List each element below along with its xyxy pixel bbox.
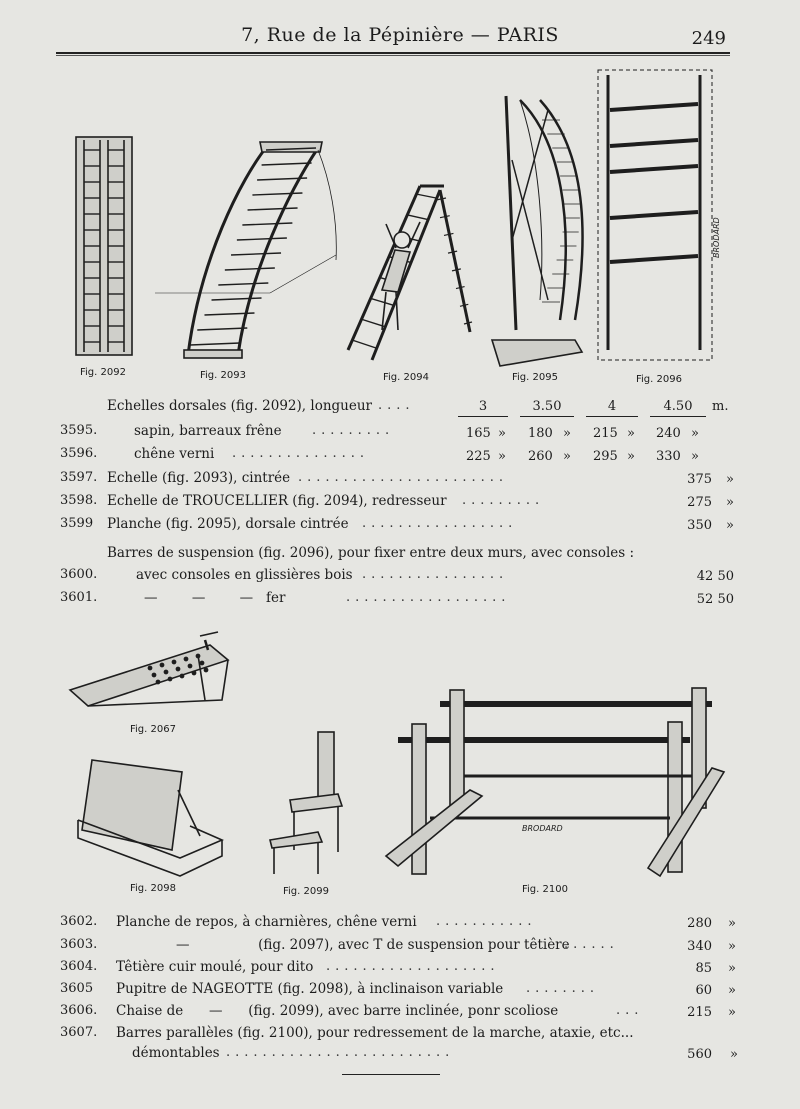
item-label: chêne verni	[134, 446, 215, 462]
guillemet: »	[691, 449, 699, 464]
board-hole	[168, 677, 171, 680]
item-number: 3607.	[60, 1025, 98, 1040]
item-label-continued: démontables	[132, 1045, 220, 1061]
item-number: 3604.	[60, 959, 98, 974]
drawing-stroke	[610, 166, 698, 172]
fig-2095-curved-plank-drawing	[492, 96, 583, 366]
fig-2097-inclined-board-drawing	[70, 632, 228, 706]
drawing-stroke	[190, 343, 240, 345]
price-cell: 240	[656, 426, 681, 441]
guillemet: »	[728, 916, 736, 931]
guillemet: »	[728, 1005, 736, 1020]
fig-2098-reading-desk-drawing	[78, 760, 222, 876]
item-number: 3601.	[60, 590, 98, 605]
board-hole	[148, 666, 151, 669]
fig-2094-step-ladder-drawing	[348, 186, 472, 360]
drawing-stroke	[370, 298, 393, 305]
board-hole	[152, 673, 155, 676]
board-hole	[192, 671, 195, 674]
price-cell: 260	[528, 449, 553, 464]
guillemet: »	[726, 495, 734, 510]
board-hole	[180, 674, 183, 677]
dot-leader: ....	[378, 398, 415, 413]
item-price: 375	[687, 472, 712, 487]
dot-leader: ......	[564, 937, 619, 952]
drawing-stroke	[407, 215, 428, 220]
item-label: avec consoles en glissières bois	[136, 567, 353, 583]
board-hole	[184, 657, 187, 660]
item-price: 85	[695, 961, 712, 976]
item-number: 3595.	[60, 423, 98, 438]
board-hole	[172, 660, 175, 663]
fig-2092-ladder-drawing	[76, 137, 132, 355]
drawing-stroke	[610, 104, 698, 110]
board-hole	[176, 667, 179, 670]
guillemet: »	[627, 449, 635, 464]
item-price: 42 50	[696, 569, 734, 584]
fig-2096-suspension-bars-drawing	[598, 70, 712, 360]
item-label: sapin, barreaux frêne	[134, 423, 282, 439]
item-label: Barres parallèles (fig. 2100), pour redressement de la marche, ataxie, etc...	[116, 1025, 634, 1041]
board-hole	[156, 680, 159, 683]
guillemet: »	[498, 426, 506, 441]
fig-label-2067: Fig. 2067	[130, 724, 176, 735]
guillemet: »	[691, 426, 699, 441]
guillemet: »	[728, 983, 736, 998]
item-number: 3603.	[60, 937, 98, 952]
item-price: 280	[687, 916, 712, 931]
item-number: 3597.	[60, 470, 98, 485]
dot-leader: ........	[526, 981, 600, 996]
item-label: Planche de repos, à charnières, chêne verni	[116, 914, 417, 930]
guillemet: »	[730, 1047, 738, 1062]
dot-leader: ................	[362, 567, 509, 582]
drawing-stroke	[225, 268, 275, 270]
dot-leader: .........	[312, 423, 395, 438]
fig-label-2092: Fig. 2092	[80, 367, 126, 378]
size-underline	[458, 416, 508, 417]
board-hole	[164, 670, 167, 673]
dot-leader: ..................	[346, 590, 511, 605]
size-4: 4	[607, 399, 617, 414]
guillemet: »	[726, 518, 734, 533]
fig-2100-parallel-bars-drawing	[386, 688, 724, 876]
item-number: 3605	[60, 981, 94, 996]
dot-leader: ...............	[232, 446, 369, 461]
drawing-stroke	[231, 253, 281, 255]
brodard-signature-2: BRODARD	[522, 824, 563, 833]
item-label: — — — fer	[144, 590, 286, 606]
fig-2099-chair-drawing	[270, 732, 342, 874]
price-cell: 295	[593, 449, 618, 464]
dot-leader: .........	[462, 493, 545, 508]
page-header-title: 7, Rue de la Pépinière — PARIS	[241, 24, 559, 46]
item-number: 3606.	[60, 1003, 98, 1018]
item-number: 3599	[60, 516, 94, 531]
item-number: 3596.	[60, 446, 98, 461]
item-label: Echelle (fig. 2093), cintrée	[107, 470, 291, 486]
fig-label-2095: Fig. 2095	[512, 372, 558, 383]
drawing-stroke	[610, 256, 698, 262]
fig-label-2096: Fig. 2096	[636, 374, 682, 385]
fig-2093-curved-ladder-drawing	[155, 142, 336, 358]
drawing-stroke	[242, 223, 292, 225]
item-price: 560	[687, 1047, 712, 1062]
guillemet: »	[627, 426, 635, 441]
drawing-stroke	[252, 193, 302, 195]
size-underline	[586, 416, 638, 417]
footer-rule	[342, 1074, 440, 1075]
dot-leader: ...	[616, 1003, 644, 1018]
item-price: 52 50	[696, 592, 734, 607]
size-unit: m.	[712, 399, 729, 414]
ladder-size-header-label: Echelles dorsales (fig. 2092), longueur	[107, 398, 372, 414]
guillemet: »	[563, 449, 571, 464]
price-cell: 180	[528, 426, 553, 441]
item-label: Têtière cuir moulé, pour dito	[116, 959, 314, 975]
guillemet: »	[563, 426, 571, 441]
drawing-stroke	[212, 298, 262, 300]
item-label: Planche (fig. 2095), dorsale cintrée	[107, 516, 349, 532]
fig-label-2093: Fig. 2093	[200, 370, 246, 381]
board-hole	[204, 668, 207, 671]
item-price: 350	[687, 518, 712, 533]
dot-leader: ...........	[436, 914, 537, 929]
size-4-50: 4.50	[663, 399, 693, 414]
board-hole	[200, 661, 203, 664]
size-3-50: 3.50	[532, 399, 562, 414]
dot-leader: .........................	[226, 1045, 455, 1060]
drawing-stroke	[218, 283, 268, 285]
item-label: Pupitre de NAGEOTTE (fig. 2098), à inclinaison variable	[116, 981, 504, 997]
drawing-stroke	[610, 140, 698, 146]
price-cell: 165	[466, 426, 491, 441]
price-cell: 330	[656, 449, 681, 464]
item-number: 3602.	[60, 914, 98, 929]
item-price: 340	[687, 939, 712, 954]
drawing-stroke	[248, 208, 298, 210]
size-3: 3	[478, 399, 488, 414]
brodard-signature-1: BRODARD	[712, 217, 721, 258]
drawing-stroke	[361, 319, 384, 326]
item-number: 3598.	[60, 493, 98, 508]
drawing-stroke	[197, 328, 247, 330]
fig-label-2099: Fig. 2099	[283, 886, 329, 897]
fig-label-2098: Fig. 2098	[130, 883, 176, 894]
item-label: Chaise de — (fig. 2099), avec barre inclinée, ponr scoliose	[116, 1003, 559, 1019]
price-cell: 225	[466, 449, 491, 464]
drawing-stroke	[352, 340, 376, 348]
item-price: 215	[687, 1005, 712, 1020]
guillemet: »	[498, 449, 506, 464]
item-price: 60	[695, 983, 712, 998]
item-label: — (fig. 2097), avec T de suspension pour têtière	[176, 937, 570, 953]
item-price: 275	[687, 495, 712, 510]
size-underline	[650, 416, 706, 417]
item-number: 3600.	[60, 567, 98, 582]
drawing-stroke	[237, 238, 287, 240]
board-hole	[188, 664, 191, 667]
page-number: 249	[691, 28, 726, 49]
guillemet: »	[728, 961, 736, 976]
suspension-intro: Barres de suspension (fig. 2096), pour fixer entre deux murs, avec consoles :	[107, 545, 635, 561]
fig-label-2100: Fig. 2100	[522, 884, 568, 895]
fig-label-2094: Fig. 2094	[383, 372, 429, 383]
board-hole	[160, 663, 163, 666]
guillemet: »	[728, 939, 736, 954]
dot-leader: .......................	[298, 470, 509, 485]
guillemet: »	[726, 472, 734, 487]
dot-leader: ...................	[326, 959, 500, 974]
dot-leader: .................	[362, 516, 518, 531]
drawing-stroke	[416, 194, 436, 198]
drawing-stroke	[262, 163, 312, 165]
drawing-stroke	[610, 212, 698, 218]
board-hole	[196, 654, 199, 657]
price-cell: 215	[593, 426, 618, 441]
item-label: Echelle de TROUCELLIER (fig. 2094), redresseur	[107, 493, 447, 509]
size-underline	[520, 416, 574, 417]
